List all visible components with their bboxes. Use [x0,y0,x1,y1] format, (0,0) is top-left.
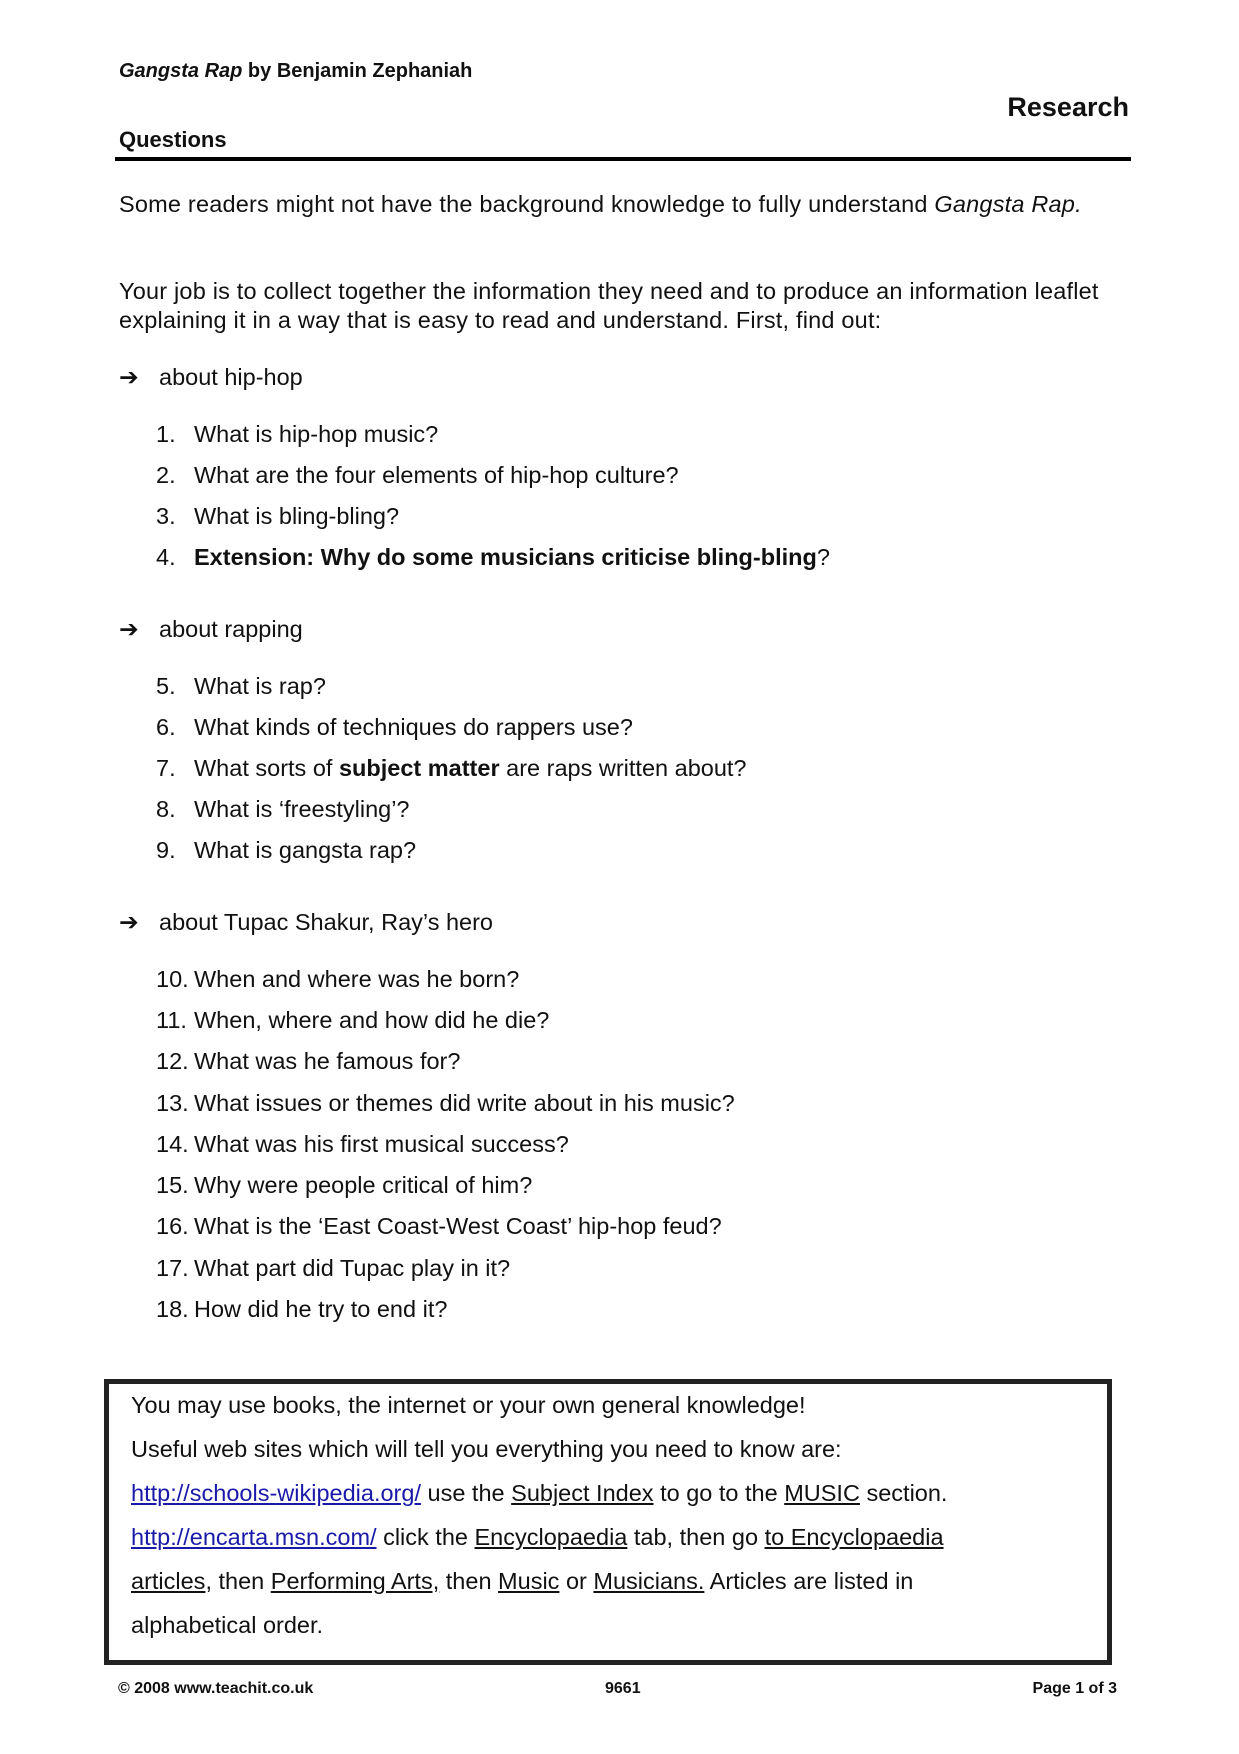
resources-line-1: You may use books, the internet or your own general knowledge! [131,1392,806,1418]
intro-paragraph-1: Some readers might not have the background knowledge to fully understand Gangsta Rap. [119,191,1082,217]
footer-code: 9661 [605,1680,641,1697]
title-author: by Benjamin Zephaniah [242,60,473,82]
encarta-link[interactable]: http://encarta.msn.com/ [131,1524,377,1550]
list-item: 10. When and where was he born? [156,966,520,992]
list-item: 13. What issues or themes did write about in his music? [156,1090,735,1116]
right-arrow-icon: ➔ [119,909,139,935]
list-item: 11. When, where and how did he die? [156,1007,550,1033]
footer-copyright: © 2008 www.teachit.co.uk [118,1680,314,1697]
list-item: 2. What are the four elements of hip-hop culture? [156,462,679,488]
list-item: 15. Why were people critical of him? [156,1172,533,1198]
category-label: Research [1007,92,1129,122]
intro-paragraph-2: Your job is to collect together the information they need and to produce an information leaflet explaining it in a way that is easy to read and understand. First, find out: [119,278,1099,333]
footer-page-number: Page 1 of 3 [1032,1680,1117,1697]
resources-line-5: articles, then Performing Arts, then Music or Musicians. Articles are listed in [131,1568,914,1594]
right-arrow-icon: ➔ [119,616,139,642]
section-label: Questions [119,127,227,152]
list-item: 3. What is bling-bling? [156,503,400,529]
list-item: 4. Extension: Why do some musicians criticise bling-bling? [156,544,830,570]
resources-line-2: Useful web sites which will tell you everything you need to know are: [131,1436,842,1462]
list-item: 12. What was he famous for? [156,1048,461,1074]
section-heading-rapping: ➔ about rapping [119,616,303,642]
section-heading-hip-hop: ➔ about hip-hop [119,364,303,390]
header-divider [115,157,1131,161]
resources-line-4: http://encarta.msn.com/ click the Encyclopaedia tab, then go to Encyclopaedia [131,1524,944,1550]
list-item: 7. What sorts of subject matter are raps written about? [156,755,747,781]
resources-line-3: http://schools-wikipedia.org/ use the Subject Index to go to the MUSIC section. [131,1480,948,1506]
list-item: 5. What is rap? [156,673,326,699]
list-item: 17. What part did Tupac play in it? [156,1255,511,1281]
wikipedia-link[interactable]: http://schools-wikipedia.org/ [131,1480,421,1506]
list-item: 8. What is ‘freestyling’? [156,796,410,822]
list-item: 16. What is the ‘East Coast-West Coast’ hip-hop feud? [156,1213,722,1239]
list-item: 18. How did he try to end it? [156,1296,448,1322]
title-italic: Gangsta Rap [119,60,243,82]
list-item: 6. What kinds of techniques do rappers use? [156,714,633,740]
right-arrow-icon: ➔ [119,364,139,390]
list-item: 1. What is hip-hop music? [156,421,439,447]
section-heading-tupac: ➔ about Tupac Shakur, Ray’s hero [119,909,494,935]
list-item: 14. What was his first musical success? [156,1131,569,1157]
document-title [119,60,472,83]
resources-line-6: alphabetical order. [131,1612,324,1638]
list-item: 9. What is gangsta rap? [156,837,417,863]
